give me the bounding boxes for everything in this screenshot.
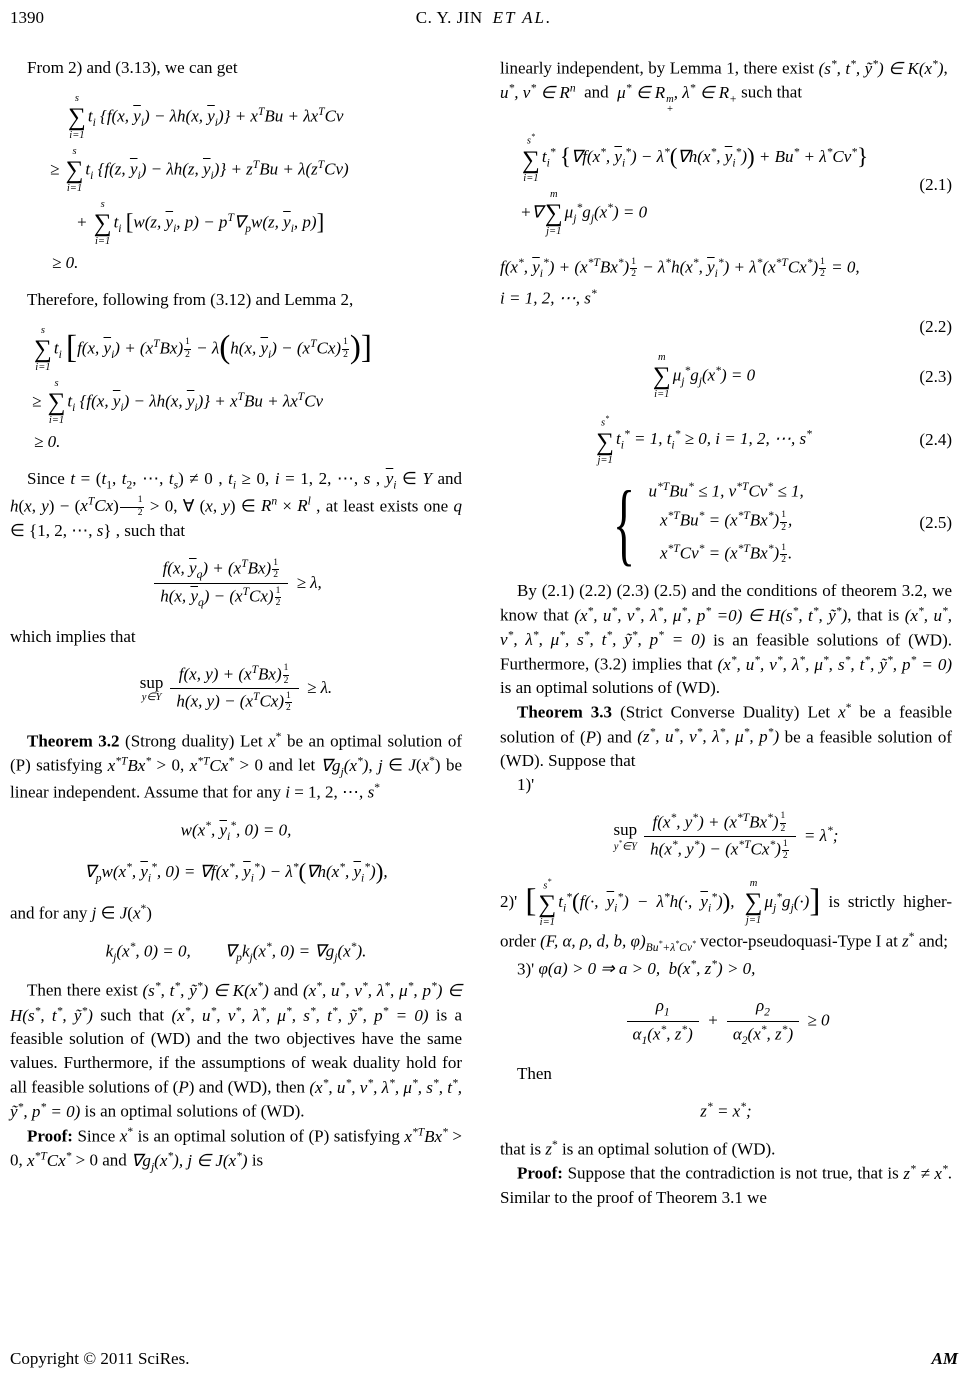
paragraph-by-conditions: By (2.1) (2.2) (2.3) (2.5) and the conditions of theorem 3.2, we know that (x*, u*, v*, λ*, μ*, p* =0) ∈ H(s*, t*, ỹ*), that is (x*, u*, v*, λ*, μ*, s*, t*, ỹ*, p* = 0) is an feasible solutions of (WD). Furthermore, (3.2) implies that (x*, u*, v*, λ*, μ*, s*, t*, ỹ*, p* = 0) is an optimal solutions of (WD). xyxy=(500,581,953,698)
equation-fraction-q: f(x, $\overline{y}_q) + (x^TBx)$ $\frac{1}{2}$ h(x, $\overline{y}_q) - (x^TCx)$ $\frac{1}{2}$ ≥ λ, xyxy=(10,556,462,612)
equation-line: s ∑ i=1 $t_i$ [f(x, $\overline{y}_i) + (x^TBx)$ $\frac{1}{2}$ − λ(h(x, $\overline{y}_i) - (x^TCx)$ $\frac{1}{2}$ )] xyxy=(34,324,372,373)
paragraph-intro: From 2) and (3.13), we can get xyxy=(27,58,238,77)
paragraph-condition-2: 2)' [ s* ∑ i=1 $t_i^*(f(\cdot$, $\overline{y}_i^*) - \lambda^*h(\cdot$, $\overline{y}_i^*$)), m ∑ j=1 $\mu_j^*g_j(\cdot)$] is strictly higher-order (F, α, ρ, d, b, $\varphi)_{Bu^*+\lambda^*Cv^*}$ vector-pseudoquasi-Type I at z* and; xyxy=(500,876,952,955)
equation-line: ≥ s ∑ i=1 $t_i$ {f(z, $\overline{y}_i) - \lambda h(z$, $\overline{y}_i)\} + z^TBu + \lambda(z^TCv)$ xyxy=(50,145,349,194)
equation-2-4 xyxy=(500,414,952,467)
equation-line: $x^{*T}Bu^* = (x^{*T}Bx^*)$ $\frac{1}{2}$ , xyxy=(659,509,793,533)
paragraph-theorem-3-3: Theorem 3.3 (Strict Converse Duality) Let x* be a feasible solution of (P) and (z*, u*, v*, λ*, μ*, p*) be a feasible solution of (WD). Suppose that xyxy=(500,701,953,771)
paragraph-proof-3-3: Proof: Suppose that the contradiction is not true, that is z* ≠ x*. Similar to the proof of Theorem 3.1 we xyxy=(500,1162,952,1207)
running-head xyxy=(10,8,958,28)
equation-sup: sup y∈Y f(x, $y) + (x^TBx)$ $\frac{1}{2}$ h(x, $y) - (x^TCx)$ $\frac{1}{2}$ ≥ λ. xyxy=(10,662,462,716)
paragraph-then-there-exist: Then there exist (s*, t*, ỹ*) ∈ K(x*) and (x*, u*, v*, λ*, μ*, p*) ∈ H(s*, t*, ỹ*) such that (x*, u*, v*, λ*, μ*, s*, t*, ỹ*, p* = 0) is a feasible solution of (WD) and the two objectives have the same values. Furthermore, if the assumptions of weak duality hold for all feasible solutions of (P) and (WD), then (x*, u*, v*, λ*, μ*, s*, t*, ỹ*, p* = 0) is an optimal solutions of (WD). xyxy=(10,979,463,1122)
paragraph-and-for-any: and for any j ∈ J(x*) xyxy=(10,902,152,924)
equation-line: s* ∑ j=1 $t_i^* = 1$, $t_i^* \ge 0$, i = 1, 2, ⋯, s* xyxy=(596,414,812,466)
footer-journal-abbrev: AM xyxy=(931,1349,958,1368)
paragraph-theorem-3-2: Theorem 3.2 (Strong duality) Let x* be an optimal solution of (P) satisfying $x^{*T}Bx^* > 0$, $x^{*T}Cx^* > 0$ and let $\nabla g_j(x^*)$, j ∈ J(x*) be linear independent. Assume that for any i = 1, 2, ⋯, s* xyxy=(10,729,463,802)
paragraph-implies: which implies that xyxy=(10,626,136,646)
paragraph-therefore: Therefore, following from (3.12) and Lemma 2, xyxy=(27,290,354,310)
equation-system xyxy=(602,471,804,574)
paragraph-proof-3-2: Proof: Since x* is an optimal solution of (P) satisfying $x^{*T}Bx^* > 0$, $x^{*T}Cx^* > 0$ and $\nabla g_j(x^*)$, j ∈ J(x*) is xyxy=(10,1124,462,1174)
equation-number-2-1: (2.1) xyxy=(919,174,952,194)
page-footer xyxy=(10,1349,958,1369)
equation-number-2-3: (2.3) xyxy=(919,366,952,386)
condition-1-label: 1)' xyxy=(517,774,535,794)
equation-line: + s ∑ i=1 $t_i$ [w(z, $\overline{y}_i$, $p) - p^T\nabla_pw(z$, $\overline{y}_i$, p)] xyxy=(76,199,325,248)
equation-line: +∇ m ∑ j=1 $\mu_j^*g_j(x^*) = 0$ xyxy=(520,188,648,237)
equation-block-1 xyxy=(10,93,462,275)
equation-number-2-5: (2.5) xyxy=(919,513,952,533)
running-head-etal: ET AL. xyxy=(492,8,553,27)
equation-line: s ∑ i=1 $t_i$ {f(x, $\overline{y}_i) - \lambda h(x$, $\overline{y}_i)\} + x^TBu + \lambda x^TCv$ xyxy=(68,92,344,141)
paragraph-since: Since $t = (t_1$, $t_2$, ⋯, $t_s) \ne 0$ , $t_i \ge 0$, i = 1, 2, ⋯, s , $\overline{y}_i$ ∈ Y and h(x, $y) - (x^TCx)$ $\frac{1}{2}$ > 0, ∀ (x, y) ∈ $R^n \times R^l$ , at least exists one q ∈ {1, 2, ⋯, s} , such that xyxy=(10,469,463,541)
equation-block-2 xyxy=(10,325,462,454)
page-header xyxy=(10,8,958,34)
right-column xyxy=(500,56,952,1209)
equation-k-j: $k_j(x^*$, 0) = 0, $\nabla_pk_j(x^*$, $0) = \nabla g_j(x^*)$. xyxy=(105,939,367,964)
equation-2-5 xyxy=(500,471,952,574)
page-number: 1390 xyxy=(10,8,44,27)
equation-line: ≥ 0. xyxy=(34,432,61,452)
equation-2-3 xyxy=(500,352,952,401)
left-column xyxy=(10,56,462,1209)
footer-copyright: Copyright © 2011 SciRes. xyxy=(10,1349,190,1368)
equation-line: f(x*, $\overline{y}_i^*) + (x^{*T}Bx^*)$ $\frac{1}{2}$ − λ*h(x*, $\overline{y}_i^*) + \lambda^*(x^{*T}Cx^*)$ $\frac{1}{2}$ = 0, xyxy=(500,255,860,280)
left-brace: { xyxy=(613,471,636,574)
equation-z-equals-x: z* = x*; xyxy=(700,1100,752,1121)
equation-line: $x^{*T}Cv^* = (x^{*T}Bx^*)$ $\frac{1}{2}$ . xyxy=(659,541,793,565)
equation-condition-1: sup y*∈Y f(x*, $y^*) + (x^{*T}Bx^*)$ $\frac{1}{2}$ h(x*, $y^*) - (x^{*T}Cx^*)$ $\frac{1}{2}$ = λ*; xyxy=(500,810,952,864)
equation-line: $u^{*T}Bu^* \le 1$, $v^{*T}Cv^* \le 1$, xyxy=(648,479,804,501)
equation-number-2-4: (2.4) xyxy=(919,430,952,450)
paragraph-that-is: that is z* is an optimal solution of (WD). xyxy=(500,1137,776,1159)
equation-number-2-2: (2.2) xyxy=(919,317,952,337)
paragraph-condition-3: 3)' φ(a) > 0 ⇒ a > 0, b(x*, z*) > 0, xyxy=(517,957,756,979)
equation-grad-w: $\nabla_pw(x^*$, $\overline{y}_i^*$, 0) = ∇f(x*, $\overline{y}_i^*) - \lambda^*(\nabla h(x^*$, $\overline{y}_i^*$)), xyxy=(84,859,388,885)
equation-line: ≥ 0. xyxy=(52,253,79,273)
two-column-body xyxy=(10,56,958,1209)
paragraph-linearly-independent: linearly independent, by Lemma 1, there exist (s*, t*, ỹ*) ∈ K(x*), u*, v* ∈ $R^n$ and μ* ∈ R m + , λ* ∈ $R_+$ such that xyxy=(500,57,952,116)
equation-2-2 xyxy=(500,255,952,339)
equation-line: ≥ s ∑ i=1 $t_i$ {f(x, $\overline{y}_i) - \lambda h(x$, $\overline{y}_i)\} + x^TBu + \lambda x^TCv$ xyxy=(32,378,324,427)
running-head-authors: C. Y. JIN xyxy=(415,8,483,27)
equation-2-1 xyxy=(500,128,952,242)
equation-line: s* ∑ i=1 $t_i^*$ {∇f(x*, $\overline{y}_i^*) - \lambda^*(\nabla h(x^*$, $\overline{y}_i^*)) + Bu^* + \lambda^*Cv^*$} xyxy=(522,132,869,184)
equation-line: m ∑ i=1 $\mu_j^*g_j(x^*) = 0$ xyxy=(652,352,756,401)
equation-rho-fractions: $\frac{\rho_1}{\alpha_1(x^*, z^*)}$ + $\frac{\rho_2}{\alpha_2(x^*, z^*)}$ ≥ 0 xyxy=(500,994,952,1049)
equation-line: i = 1, 2, ⋯, s* xyxy=(500,286,597,308)
paragraph-then: Then xyxy=(517,1064,552,1084)
equation-w-zero: w(x*, $\overline{y}_i^*$, 0) = 0, xyxy=(180,818,292,843)
